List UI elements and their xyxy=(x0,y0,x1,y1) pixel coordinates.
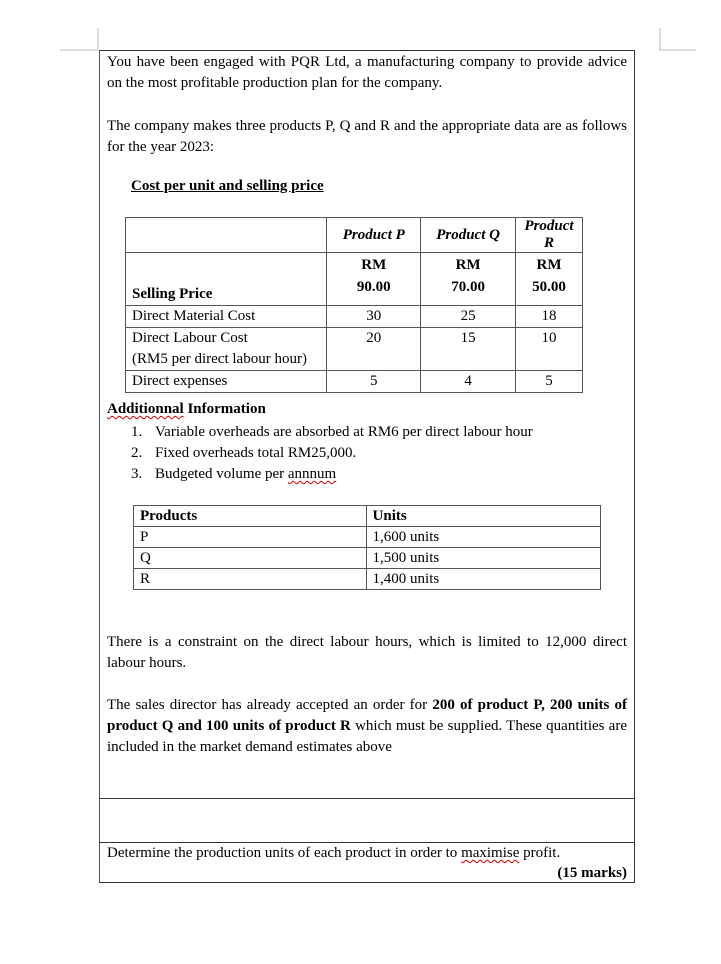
list-text xyxy=(155,464,336,485)
marks-label: (15 marks) xyxy=(557,865,627,881)
list-text: Fixed overheads total RM25,000. xyxy=(155,445,357,461)
list-item xyxy=(107,464,627,485)
sales-order-text-end: which must be supplied. These quantities are included in the market demand estimates above xyxy=(107,718,627,755)
sales-order-text: The sales director has already accepted an order for xyxy=(107,697,433,713)
header-products: Products xyxy=(134,506,367,527)
question-text xyxy=(107,843,627,864)
cost-table-header-row xyxy=(126,218,583,253)
table-row xyxy=(126,253,583,306)
additional-info-list xyxy=(107,422,627,485)
product-cell: Q xyxy=(134,548,367,569)
row-label-direct-expenses: Direct expenses xyxy=(126,371,327,393)
list-number: 1. xyxy=(131,424,143,440)
header-product-p: Product P xyxy=(327,218,421,253)
list-text-part: Budgeted volume per xyxy=(155,466,288,482)
volume-table-header-row xyxy=(134,506,601,527)
table-row xyxy=(126,328,583,371)
page-corner-mark-left xyxy=(60,28,100,52)
cell-p-selling xyxy=(327,253,421,306)
cell-r-selling xyxy=(516,253,583,306)
cost-table-corner-cell xyxy=(126,218,327,253)
table-row xyxy=(126,306,583,328)
list-number: 2. xyxy=(131,445,143,461)
additional-info-title xyxy=(107,401,266,418)
table-row xyxy=(126,371,583,393)
value-q-expenses: 4 xyxy=(421,371,516,393)
volume-table xyxy=(133,505,601,590)
row-label-selling-price: Selling Price xyxy=(126,253,327,306)
units-cell: 1,400 units xyxy=(366,569,600,590)
list-item xyxy=(107,422,627,443)
question-part: Determine the production units of each product in order to xyxy=(107,845,462,861)
question-misspelled-word: maximise xyxy=(461,845,520,861)
currency-label-r: RM xyxy=(536,257,562,273)
sales-order-paragraph xyxy=(107,695,627,758)
value-p-labour: 20 xyxy=(327,328,421,371)
direct-labour-rate-note: (RM5 per direct labour hour) xyxy=(132,351,307,367)
list-item xyxy=(107,443,627,464)
value-q-selling: 70.00 xyxy=(451,279,485,295)
list-text-misspelled: annnum xyxy=(287,466,337,482)
cost-table xyxy=(125,217,583,393)
question-part-end: profit. xyxy=(519,845,561,861)
intro-paragraph-2: The company makes three products P, Q and R and the appropriate data are as follows for the year 2023: xyxy=(107,118,627,155)
units-cell: 1,600 units xyxy=(366,527,600,548)
direct-labour-label: Direct Labour Cost xyxy=(132,330,248,346)
list-text: Variable overheads are absorbed at RM6 per direct labour hour xyxy=(155,424,533,440)
row-label-direct-labour xyxy=(126,328,327,371)
cost-table-title: Cost per unit and selling price xyxy=(131,178,324,194)
value-p-material: 30 xyxy=(327,306,421,328)
value-r-selling: 50.00 xyxy=(532,279,566,295)
section-divider-top xyxy=(99,798,635,799)
units-cell: 1,500 units xyxy=(366,548,600,569)
product-cell: R xyxy=(134,569,367,590)
additional-word: Additionnal xyxy=(107,401,184,417)
value-q-labour: 15 xyxy=(421,328,516,371)
product-cell: P xyxy=(134,527,367,548)
constraint-paragraph: There is a constraint on the direct labour hours, which is limited to 12,000 direct labour hours. xyxy=(107,634,627,671)
row-label-direct-material: Direct Material Cost xyxy=(126,306,327,328)
value-r-labour: 10 xyxy=(516,328,583,371)
table-row xyxy=(134,548,601,569)
table-row xyxy=(134,527,601,548)
value-p-expenses: 5 xyxy=(327,371,421,393)
value-r-expenses: 5 xyxy=(516,371,583,393)
currency-label-p: RM xyxy=(361,257,387,273)
value-q-material: 25 xyxy=(421,306,516,328)
table-row xyxy=(134,569,601,590)
information-word: Information xyxy=(183,401,266,417)
intro-paragraph-1: You have been engaged with PQR Ltd, a manufacturing company to provide advice on the most profitable production plan for the company. xyxy=(107,54,627,91)
header-product-r: Product R xyxy=(516,218,583,253)
header-units: Units xyxy=(366,506,600,527)
value-r-material: 18 xyxy=(516,306,583,328)
value-p-selling: 90.00 xyxy=(356,279,391,295)
cell-q-selling xyxy=(421,253,516,306)
header-product-q: Product Q xyxy=(421,218,516,253)
list-number: 3. xyxy=(131,466,143,482)
sales-order-quantities: 200 of product P, 200 units of product Q and 100 units of product R xyxy=(107,697,627,734)
page-corner-mark-right xyxy=(658,28,698,52)
currency-label-q: RM xyxy=(455,257,481,273)
